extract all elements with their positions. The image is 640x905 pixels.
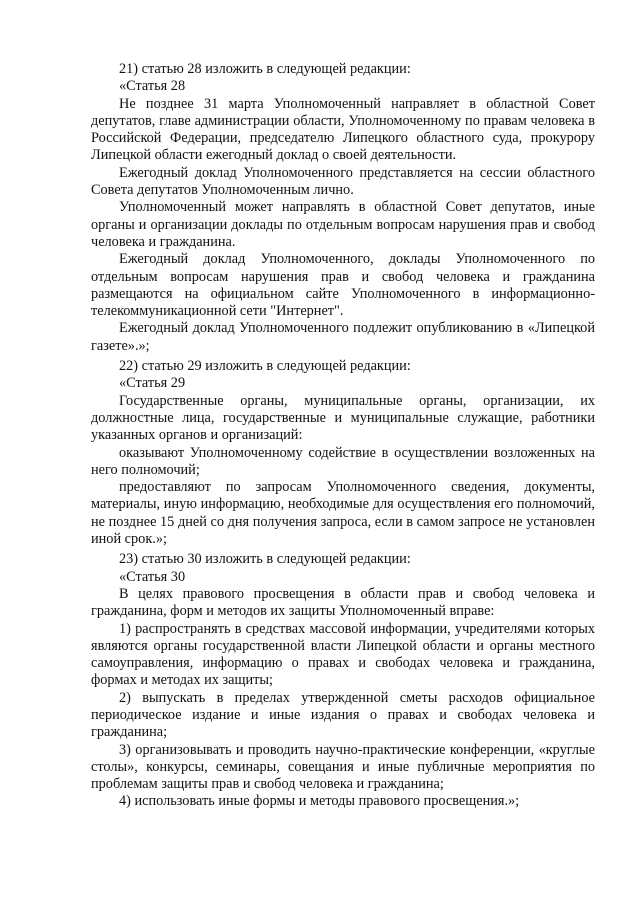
paragraph: Ежегодный доклад Уполномоченного представляется на сессии областного Совета депутатов Уполномоченным лично. xyxy=(91,164,595,199)
paragraph: Ежегодный доклад Уполномоченного подлежит опубликованию в «Липецкой газете».»; xyxy=(91,320,595,354)
amendment-item-23: 23) статью 30 изложить в следующей редакции: xyxy=(119,551,411,568)
paragraph: оказывают Уполномоченному содействие в осуществлении возложенных на него полномочий; xyxy=(91,444,595,478)
document-body xyxy=(91,61,595,811)
paragraph: предоставляют по запросам Уполномоченного сведения, документы, материалы, иную информацию, необходимые для осуществления его полномочий, не позднее 15 дней со дня получения запроса, если в самом запросе не установлен иной срок.»; xyxy=(91,479,595,548)
amendment-item-22: 22) статью 29 изложить в следующей редакции: xyxy=(119,358,411,375)
article-30-heading: «Статья 30 xyxy=(119,568,186,585)
article-29-heading: «Статья 29 xyxy=(119,375,186,392)
paragraph: Ежегодный доклад Уполномоченного, доклады Уполномоченного по отдельным вопросам нарушения прав и свобод человека и гражданина размещаются на официальном сайте Уполномоченного в информационно-телекоммуникационной сети "Интернет". xyxy=(91,251,595,320)
article-28-heading: «Статья 28 xyxy=(119,78,186,95)
paragraph: Государственные органы, муниципальные органы, организации, их должностные лица, государственные и муниципальные служащие, работники указанных органов и организаций: xyxy=(91,392,595,444)
amendment-item-21: 21) статью 28 изложить в следующей редакции: xyxy=(119,61,411,77)
list-item: 1) распространять в средствах массовой информации, учредителями которых являются органы государственной власти Липецкой области и органы местного самоуправления, информацию о правах и свободах человека и гражданина, формах и методах их защиты; xyxy=(91,620,595,689)
list-item: 2) выпускать в пределах утвержденной сметы расходов официальное периодическое издание и иные издания о правах и свободах человека и гражданина; xyxy=(91,689,595,741)
list-item: 3) организовывать и проводить научно-практические конференции, «круглые столы», конкурсы, семинары, совещания и иные публичные мероприятия по проблемам защиты прав и свобод человека и гражданина; xyxy=(91,741,595,793)
list-item: 4) использовать иные формы и методы правового просвещения.»; xyxy=(119,793,520,810)
paragraph: Уполномоченный может направлять в областной Совет депутатов, иные органы и организации доклады по отдельным вопросам нарушения прав и свобод человека и гражданина. xyxy=(91,199,595,250)
paragraph: В целях правового просвещения в области прав и свобод человека и гражданина, форм и методов их защиты Уполномоченный вправе: xyxy=(91,585,595,620)
paragraph: Не позднее 31 марта Уполномоченный направляет в областной Совет депутатов, главе администрации области, Уполномоченному по правам человека в Российской Федерации, председателю Липецкого областного суда, прокурору Липецкой области ежегодный доклад о своей деятельности. xyxy=(91,95,595,164)
